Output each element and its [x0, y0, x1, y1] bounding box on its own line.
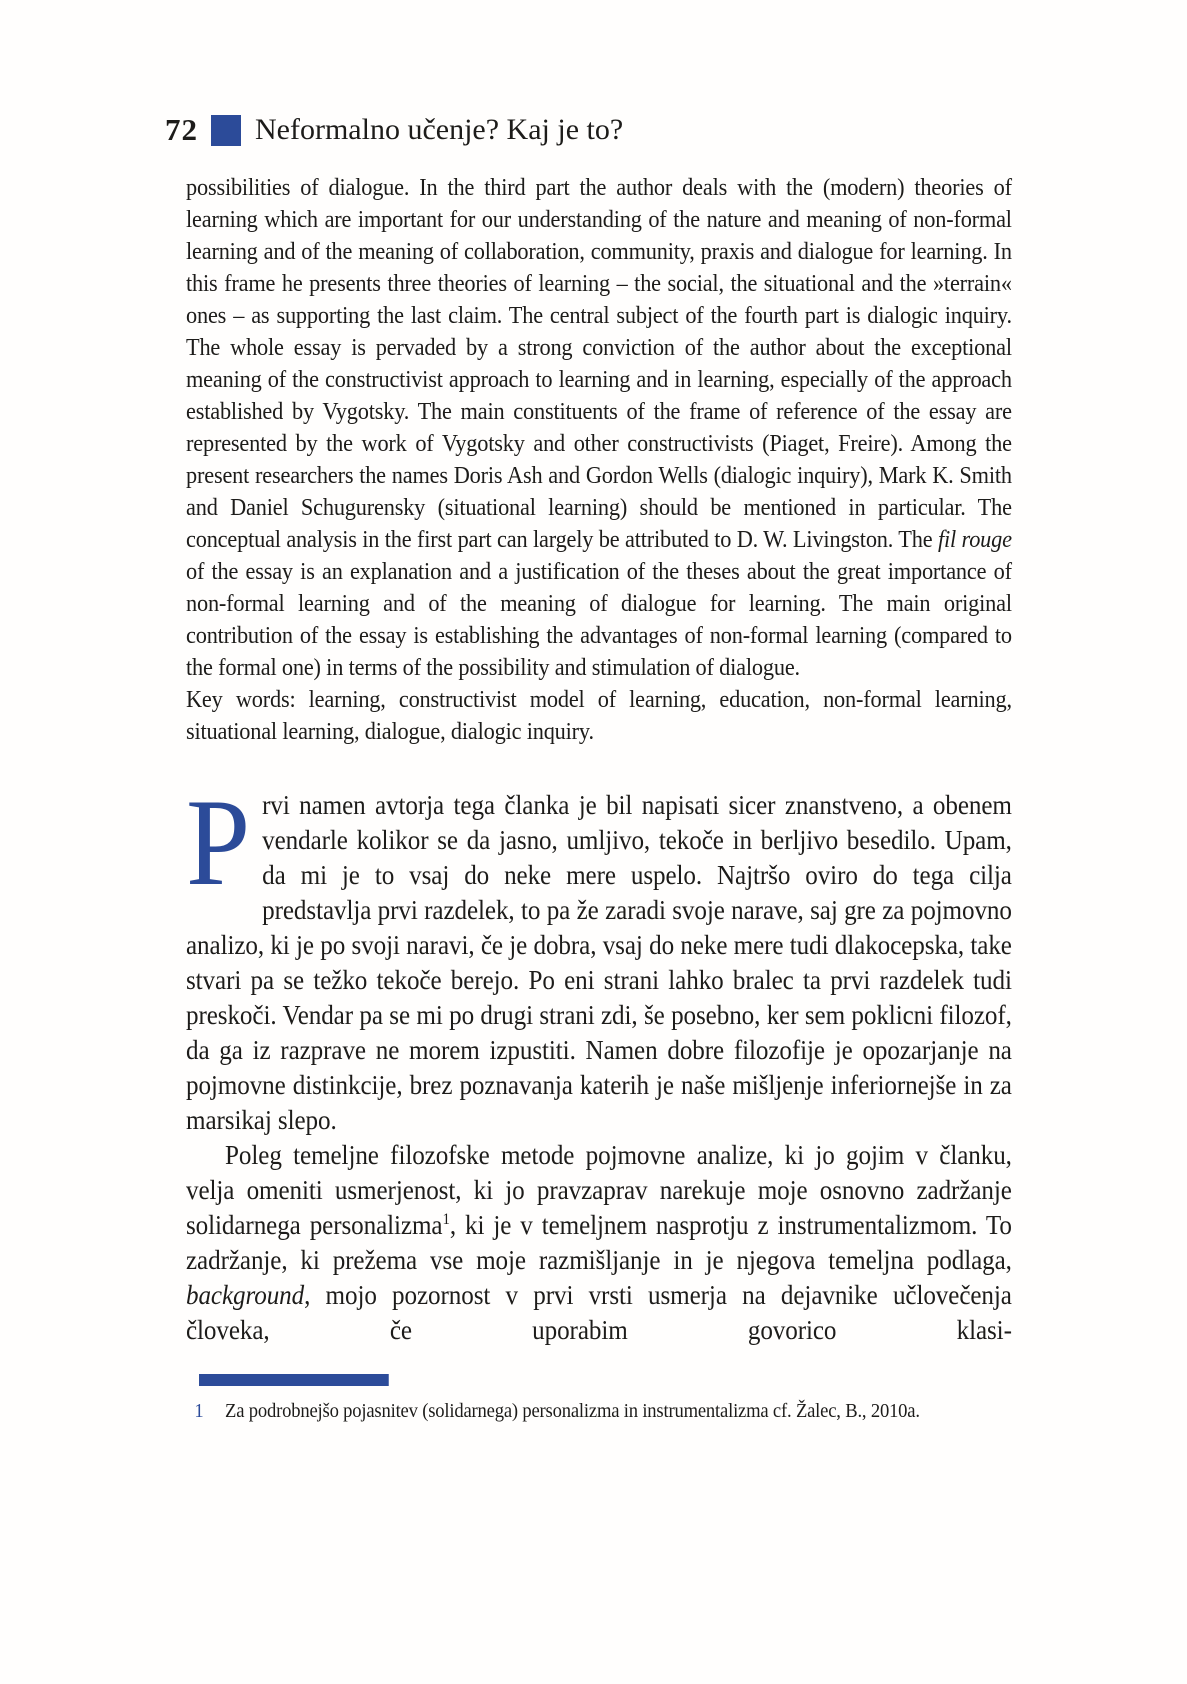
text-column [186, 172, 1012, 1424]
article-body [186, 774, 1012, 1348]
page-number: 72 [165, 112, 198, 147]
footnote [186, 1398, 1012, 1424]
paragraph-2-text-end: , mojo pozornost v prvi vrsti usmerja na dejavnike učlovečenja človeka, če uporabim govorico klasi- [186, 1280, 1012, 1345]
footnote-rule [199, 1374, 389, 1386]
paragraph-2-text: Poleg temeljne filozofske metode pojmovne analize, ki jo gojim v članku, velja omeniti usmerjenost, ki jo pravzaprav narekuje moje osnovno zadržanje solidarnega personalizma [186, 1140, 1012, 1240]
footnote-reference: 1 [442, 1211, 450, 1228]
footnote-section [186, 1374, 1012, 1424]
body-paragraph-2 [186, 1138, 1012, 1348]
paragraph-1-text: rvi namen avtorja tega članka je bil napisati sicer znanstveno, a obenem vendarle kolikor se da jasno, umljivo, tekoče in berljivo besedilo. Upam, da mi je to vsaj do neke mere uspelo. Najtršo oviro do tega cilja predstavlja prvi razdelek, to pa že zaradi svoje narave, saj gre za pojmovno analizo, ki je po svoji naravi, če je dobra, vsaj do neke mere tudi dlakocepska, take stvari pa se težko tekoče berejo. Po eni strani lahko bralec ta prvi razdelek tudi preskoči. Vendar pa se mi po drugi strani zdi, še posebno, ker sem poklicni filozof, da ga iz razprave ne morem izpustiti. Namen dobre filozofije je opozarjanje na pojmovne distinkcije, brez poznavanja katerih je naše mišljenje inferiornejše in za marsikaj slepo. [186, 790, 1012, 1135]
abstract-italic-phrase: fil rouge [937, 527, 1012, 553]
abstract-section [186, 172, 1012, 748]
paragraph-2-text-continued: , ki je v temeljnem nasprotju z instrumentalizmom. To zadržanje, ki prežema vse moje razmišljanje in je njegova temeljna podlaga, [186, 1210, 1012, 1275]
page-header [165, 110, 623, 150]
body-italic-phrase: background [186, 1280, 305, 1310]
abstract-text: possibilities of dialogue. In the third part the author deals with the (modern) theories of learning which are important for our understanding of the nature and meaning of non-formal learning and of the meaning of collaboration, community, praxis and dialogue for learning. In this frame he presents three theories of learning – the social, the situational and the »terrain« ones – as supporting the last claim. The central subject of the fourth part is dialogic inquiry. The whole essay is pervaded by a strong conviction of the author about the exceptional meaning of the constructivist approach to learning and in learning, especially of the approach established by Vygotsky. The main constituents of the frame of reference of the essay are represented by the work of Vygotsky and other constructivists (Piaget, Freire). Among the present researchers the names Doris Ash and Gordon Wells (dialogic inquiry), Mark K. Smith and Daniel Schugurensky (situational learning) should be mentioned in particular. The conceptual analysis in the first part can largely be attributed to D. W. Livingston. The [186, 175, 1012, 553]
abstract-text-continued: of the essay is an explanation and a justification of the theses about the great importance of non-formal learning and of the meaning of dialogue for learning. The main original contribution of the essay is establishing the advantages of non-formal learning (compared to the formal one) in terms of the possibility and stimulation of dialogue. [186, 559, 1012, 681]
keywords-paragraph: Key words: learning, constructivist model of learning, education, non-formal learning, situational learning, dialogue, dialogic inquiry. [186, 687, 1012, 745]
footnote-marker: 1 [194, 1400, 204, 1422]
drop-cap: P [186, 774, 251, 911]
running-title: Neformalno učenje? Kaj je to? [255, 113, 624, 146]
abstract-paragraph [186, 172, 1012, 684]
header-square-ornament-icon [211, 115, 241, 146]
footnote-text: Za podrobnejšo pojasnitev (solidarnega) personalizma in instrumentalizma cf. Žalec, B., 2010a. [225, 1400, 920, 1422]
body-paragraph-1 [186, 774, 1012, 1138]
